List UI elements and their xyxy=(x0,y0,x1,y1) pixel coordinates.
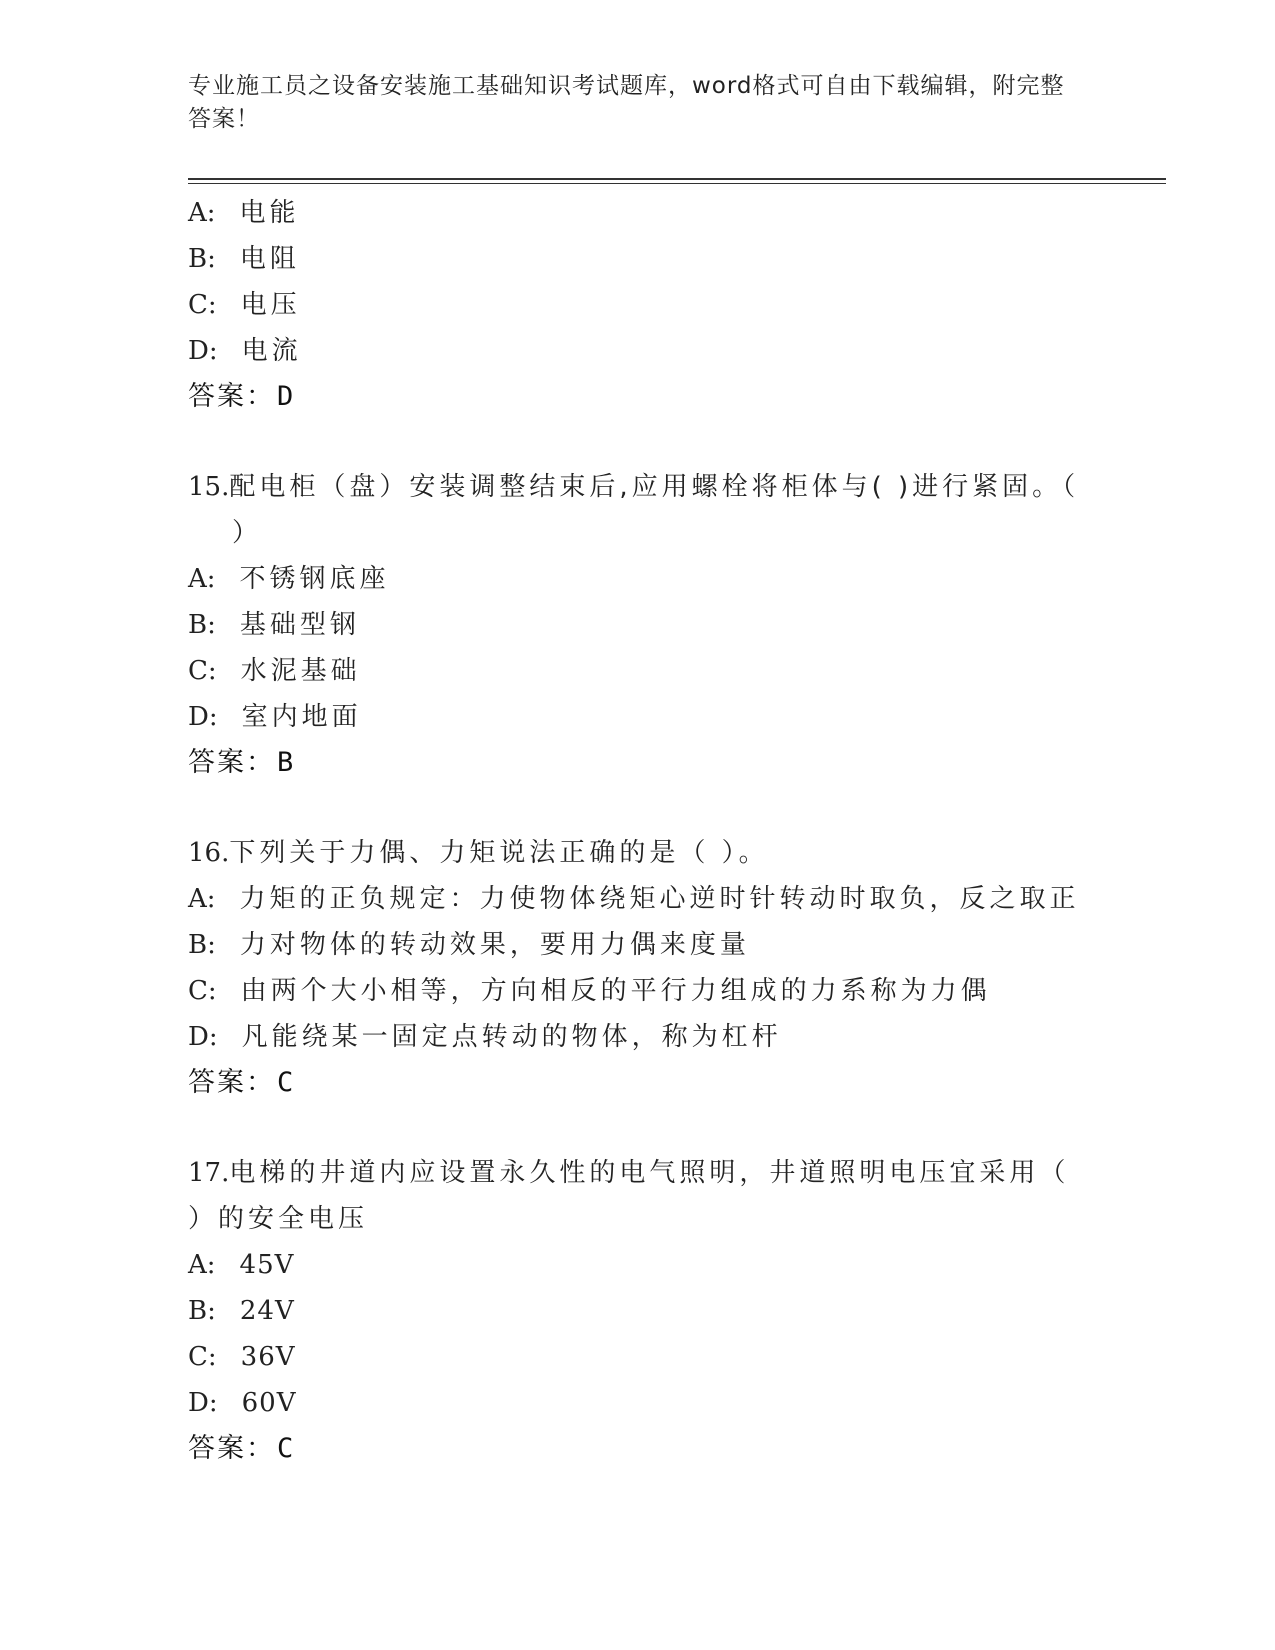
option-a: A: 不锈钢底座 xyxy=(188,564,390,594)
option-c: C: 水泥基础 xyxy=(188,656,361,686)
question-16 xyxy=(188,830,1088,1106)
header-divider-thick xyxy=(188,178,1166,180)
option-a: A: 45V xyxy=(188,1250,295,1280)
option-a: A: 力矩的正负规定：力使物体绕矩心逆时针转动时取负，反之取正 xyxy=(188,884,1080,914)
answer-line: 答案：D xyxy=(188,381,296,412)
question-text: 17.电梯的井道内应设置永久性的电气照明，井道照明电压宜采用（ xyxy=(188,1158,1070,1188)
question-text-continued: ） xyxy=(232,518,263,548)
option-c: C: 由两个大小相等，方向相反的平行力组成的力系称为力偶 xyxy=(188,976,991,1006)
question-text: 15.配电柜（盘）安装调整结束后,应用螺栓将柜体与( )进行紧固。（ xyxy=(188,472,1080,502)
answer-line: 答案：C xyxy=(188,1433,296,1464)
option-d: D: 凡能绕某一固定点转动的物体，称为杠杆 xyxy=(188,1022,782,1052)
option-c: C: 36V xyxy=(188,1342,296,1372)
option-b: B: 基础型钢 xyxy=(188,610,360,640)
answer-value: C xyxy=(277,1433,296,1464)
question-list xyxy=(188,190,1088,1472)
answer-value: C xyxy=(277,1067,296,1098)
document-header: 专业施工员之设备安装施工基础知识考试题库，word格式可自由下载编辑，附完整答案！ xyxy=(188,73,1065,132)
answer-value: D xyxy=(277,381,296,412)
option-b: B: 电阻 xyxy=(188,244,300,274)
answer-value: B xyxy=(277,747,296,778)
option-d: D: 60V xyxy=(188,1388,297,1418)
option-d: D: 电流 xyxy=(188,336,302,366)
question-17 xyxy=(188,1150,1088,1472)
question-15 xyxy=(188,464,1088,786)
answer-line: 答案：C xyxy=(188,1067,296,1098)
option-b: B: 力对物体的转动效果，要用力偶来度量 xyxy=(188,930,750,960)
answer-line: 答案：B xyxy=(188,747,296,778)
question-text: 16.下列关于力偶、力矩说法正确的是（ ）。 xyxy=(188,838,769,868)
question-14-options xyxy=(188,190,1088,420)
option-a: A: 电能 xyxy=(188,198,300,228)
option-c: C: 电压 xyxy=(188,290,301,320)
question-text-continued: ）的安全电压 xyxy=(188,1204,369,1234)
header-divider-thin xyxy=(188,183,1166,184)
option-b: B: 24V xyxy=(188,1296,295,1326)
option-d: D: 室内地面 xyxy=(188,702,362,732)
